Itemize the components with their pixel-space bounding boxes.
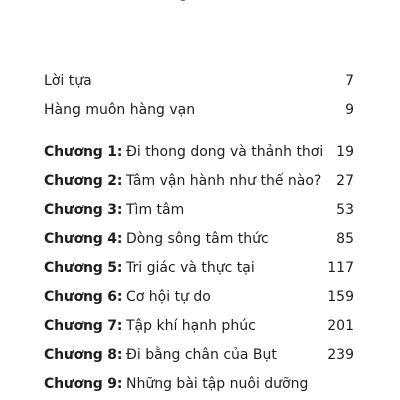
chapter-label: Chương 5: (44, 260, 123, 276)
toc-entry-chapter-7[interactable] (44, 315, 354, 337)
toc-entry-chapter-1[interactable] (44, 141, 354, 163)
toc-entry-title: Lời tựa (44, 73, 92, 89)
chapter-label: Chương 3: (44, 202, 123, 218)
chapter-label: Chương 8: (44, 347, 123, 363)
toc-entry-chapter-6[interactable] (44, 286, 354, 308)
toc-entry-chapter-5[interactable] (44, 257, 354, 279)
chapter-page: 53 (336, 202, 354, 218)
chapter-page: 19 (336, 144, 354, 160)
chapter-page: 85 (336, 231, 354, 247)
toc-entry-chapter-2[interactable] (44, 170, 354, 192)
toc-entry-chapter-9[interactable] (44, 373, 354, 395)
chapter-page: 239 (327, 347, 354, 363)
toc-entry-chapter-4[interactable] (44, 228, 354, 250)
chapter-label: Chương 2: (44, 173, 123, 189)
toc-entry-chapter-8[interactable] (44, 344, 354, 366)
chapter-page: 27 (336, 173, 354, 189)
chapter-title: Tập khí hạnh phúc (126, 318, 256, 334)
chapter-label: Chương 4: (44, 231, 123, 247)
toc-entry-preface[interactable] (44, 70, 354, 92)
chapter-label: Chương 9: (44, 376, 123, 392)
chapter-page: 201 (327, 318, 354, 334)
chapter-title: Tâm vận hành như thế nào? (126, 173, 322, 189)
chapter-title: Dòng sông tâm thức (126, 231, 269, 247)
chapter-label: Chương 6: (44, 289, 123, 305)
chapter-page: 159 (327, 289, 354, 305)
chapter-page: 117 (327, 260, 354, 276)
toc-entry-chapter-3[interactable] (44, 199, 354, 221)
chapter-label: Chương 1: (44, 144, 123, 160)
toc-entry-title: Hàng muôn hàng vạn (44, 102, 196, 118)
toc-entry-page: 9 (345, 102, 354, 118)
chapter-title: Đi thong dong và thảnh thơi (126, 144, 324, 160)
chapter-title: Tìm tâm (126, 202, 185, 218)
toc-entry-page: 7 (345, 73, 354, 89)
chapter-label: Chương 7: (44, 318, 123, 334)
chapter-title: Đi bằng chân của Bụt (126, 347, 277, 363)
toc-entry-intro[interactable] (44, 99, 354, 121)
chapter-title: Cơ hội tự do (126, 289, 211, 305)
calligraphy-circle-icon (174, 0, 192, 6)
chapter-title: Tri giác và thực tại (126, 260, 255, 276)
chapter-title: Những bài tập nuôi dưỡng (126, 376, 309, 392)
